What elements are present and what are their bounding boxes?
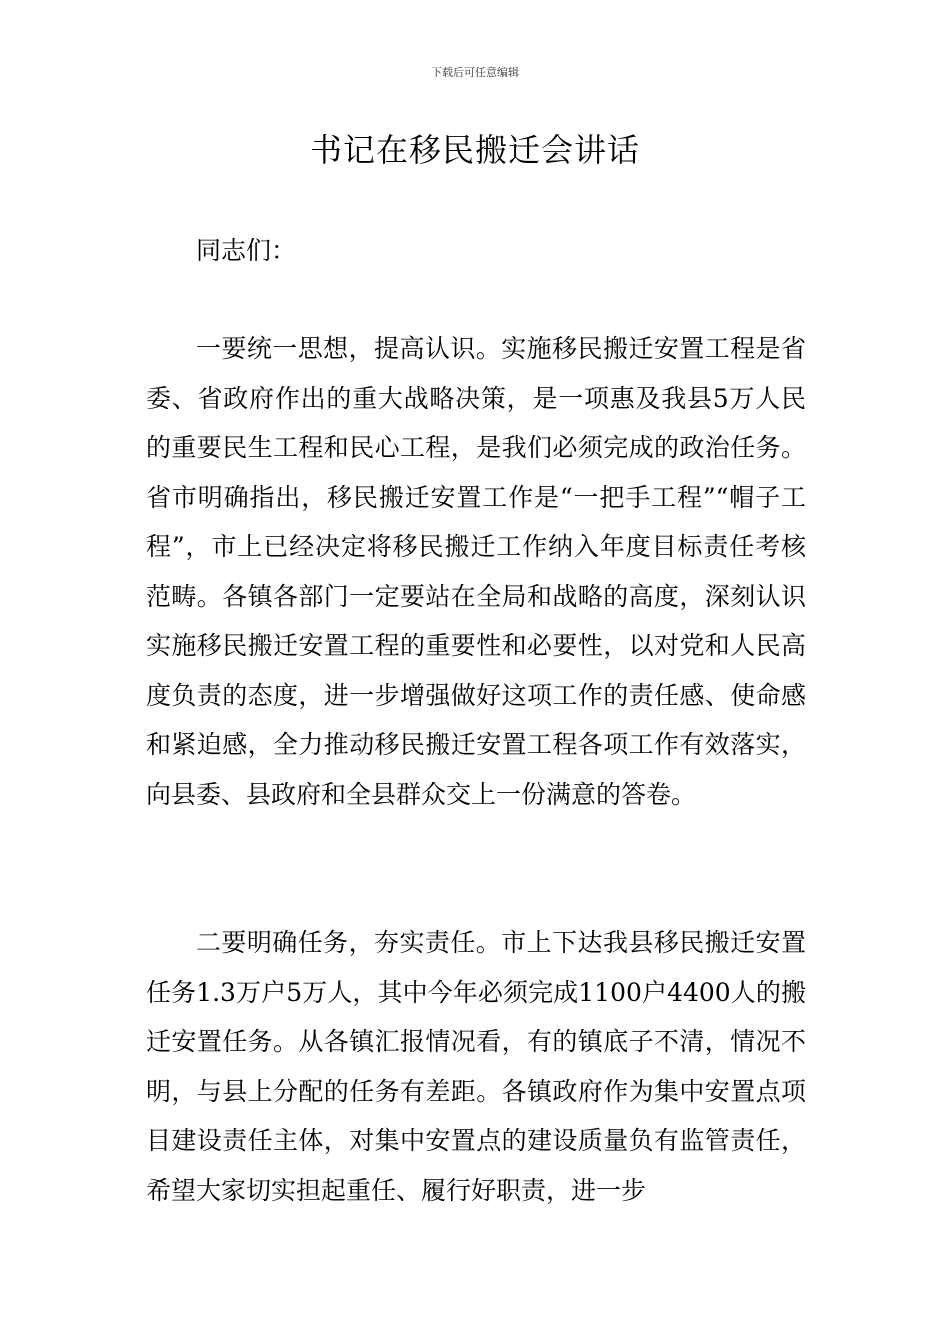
salutation: 同志们：	[196, 236, 297, 265]
document-title: 书记在移民搬迁会讲话	[309, 131, 640, 169]
header-note: 下载后可任意编辑	[431, 66, 519, 79]
paragraph-2: 二要明确任务，夯实责任。市上下达我县移民搬迁安置任务1.3万户5万人，其中今年必须完成1100户4400人的搬迁安置任务。从各镇汇报情况看，有的镇底子不清，情况不明，与县上分配的任务有差距。各镇政府作为集中安置点项目建设责任主体，对集中安置点的建设质量负有监管责任，希望大家切实担起重任、履行好职责，进一步	[146, 928, 806, 1205]
paragraph-1: 一要统一思想，提高认识。实施移民搬迁安置工程是省委、省政府作出的重大战略决策，是一项惠及我县5万人民的重要民生工程和民心工程，是我们必须完成的政治任务。省市明确指出，移民搬迁安置工作是“一把手工程”“帽子工程”，市上已经决定将移民搬迁工作纳入年度目标责任考核范畴。各镇各部门一定要站在全局和战略的高度，深刻认识实施移民搬迁安置工程的重要性和必要性，以对党和人民高度负责的态度，进一步增强做好这项工作的责任感、使命感和紧迫感，全力推动移民搬迁安置工程各项工作有效落实，向县委、县政府和全县群众交上一份满意的答卷。	[146, 334, 806, 809]
